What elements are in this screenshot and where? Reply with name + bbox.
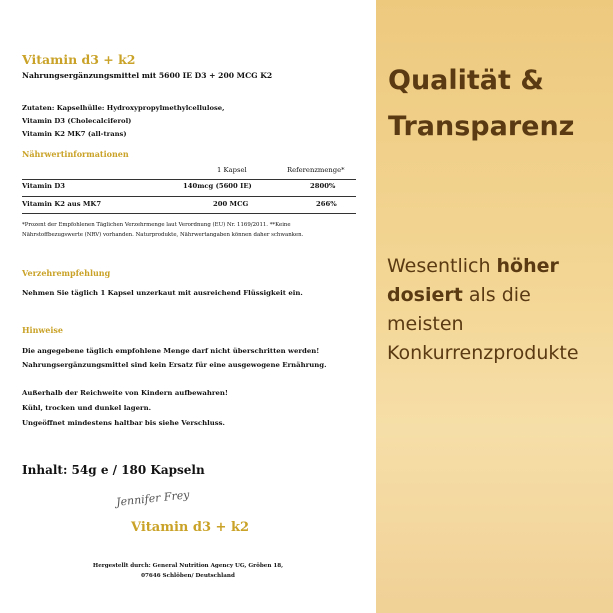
label-title: Vitamin d3 + k2: [22, 52, 136, 67]
table-row-2-reference: 266%: [316, 200, 337, 208]
note-line-1: Die angegebene täglich empfohlene Menge darf nicht überschritten werden!: [22, 347, 320, 355]
table-header-reference: Referenzmenge*: [287, 166, 345, 174]
note-line-2: Nahrungsergänzungsmittel sind kein Ersatz für eine ausgewogene Ernährung.: [22, 361, 327, 369]
promo-text-end: als die meisten Konkurrenzprodukte: [387, 284, 579, 364]
note-line-4: Kühl, trocken und dunkel lagern.: [22, 404, 152, 412]
ingredients-line-2: Vitamin D3 (Cholecalciferol): [22, 117, 132, 125]
note-line-5: Ungeöffnet mindestens haltbar bis siehe Verschluss.: [22, 419, 225, 427]
promo-title-line-2: Transparenz: [388, 111, 575, 142]
footer-line-1: Hergestellt durch: General Nutrition Agency UG, Gröben 18,: [92, 563, 284, 569]
table-rule-top: [22, 179, 356, 180]
note-line-3: Außerhalb der Reichweite von Kindern aufbewahren!: [22, 389, 228, 397]
contents-info: Inhalt: 54g e / 180 Kapseln: [22, 463, 205, 477]
usage-text: Nehmen Sie täglich 1 Kapsel unzerkaut mit ausreichend Flüssigkeit ein.: [22, 289, 303, 297]
promo-text: [387, 252, 609, 368]
table-row-2-amount: 200 MCG: [213, 200, 249, 208]
promo-text-start: Wesentlich: [387, 255, 497, 277]
nutrition-heading: Nährwertinformationen: [22, 149, 129, 159]
table-row-2-name: Vitamin K2 aus MK7: [22, 200, 102, 208]
table-rule-middle: [22, 196, 356, 197]
notes-heading: Hinweise: [22, 325, 64, 335]
footnote-line-2: Nährstoffbezugswerte (NRV) vorhanden. Naturprodukte, Nährwertangaben können daher schwanken.: [22, 232, 304, 238]
promo-title-line-1: Qualität &: [388, 65, 544, 96]
table-header-capsule: 1 Kapsel: [217, 166, 247, 174]
label-subtitle: Nahrungsergänzungsmittel mit 5600 IE D3 + 200 MCG K2: [22, 71, 273, 80]
ingredients-line-1: Zutaten: Kapselhülle: Hydroxypropylmethylcellulose,: [22, 104, 225, 112]
table-rule-bottom: [22, 213, 356, 214]
usage-heading: Verzehrempfehlung: [22, 268, 111, 278]
promo-title: [388, 58, 574, 150]
footer-line-2: 07646 Schlöben/ Deutschland: [141, 573, 235, 579]
table-row-1-reference: 2800%: [310, 182, 336, 190]
promo-text-emphasis: höher dosiert: [387, 255, 559, 306]
ingredients-line-3: Vitamin K2 MK7 (all-trans): [22, 130, 127, 138]
footnote-line-1: *Prozent der Empfohlenen Täglichen Verzehrmenge laut Verordnung (EU) Nr. 1169/2011. **Keine: [22, 222, 291, 228]
table-row-1-name: Vitamin D3: [22, 182, 65, 190]
brand-name: Vitamin d3 + k2: [131, 520, 250, 535]
signature: Jennifer Frey: [115, 488, 191, 509]
table-row-1-amount: 140mcg (5600 IE): [183, 182, 252, 190]
